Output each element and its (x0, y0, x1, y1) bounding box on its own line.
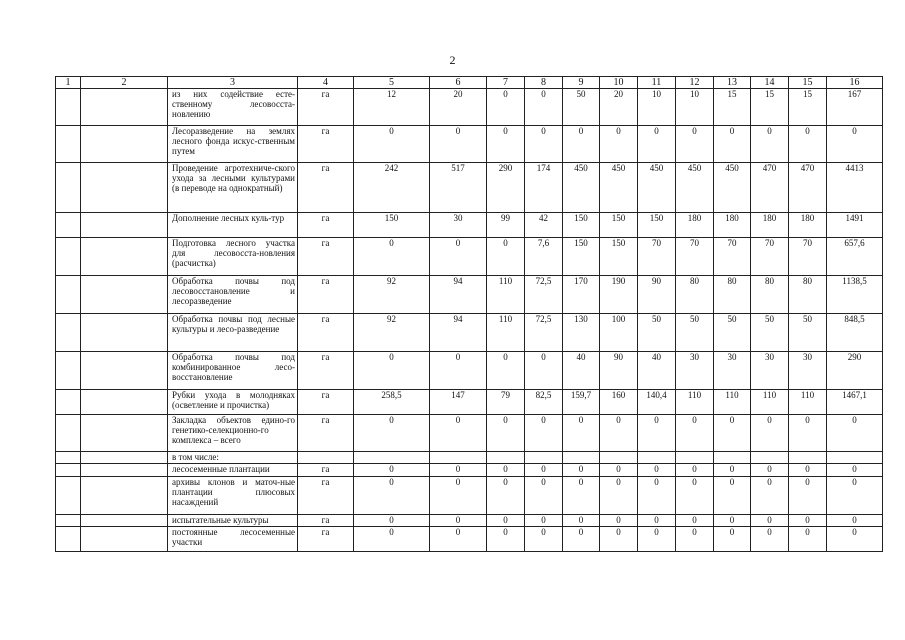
value-cell: 50 (676, 314, 714, 352)
value-cell: 150 (563, 213, 600, 238)
value-cell: 150 (354, 213, 430, 238)
value-cell: 180 (751, 213, 789, 238)
value-cell: 130 (563, 314, 600, 352)
table-row (56, 477, 883, 515)
value-cell: 258,5 (354, 390, 430, 415)
column-number-cell: 12 (676, 77, 714, 89)
value-cell: 470 (751, 163, 789, 213)
table-row (56, 163, 883, 213)
value-cell: 94 (430, 276, 487, 314)
value-cell: 0 (751, 527, 789, 552)
category-cell (81, 213, 168, 238)
column-number-cell: 9 (563, 77, 600, 89)
category-cell (81, 238, 168, 276)
unit-cell: га (298, 314, 354, 352)
activity-name-cell: Обработка почвы под комбинированное лесо-восстановление (168, 352, 298, 390)
value-cell: 99 (487, 213, 525, 238)
unit-cell: га (298, 390, 354, 415)
value-cell: 15 (714, 89, 751, 126)
unit-cell: га (298, 163, 354, 213)
value-cell: 0 (638, 126, 676, 163)
value-cell: 0 (430, 515, 487, 527)
value-cell: 180 (789, 213, 827, 238)
value-cell: 0 (430, 464, 487, 477)
value-cell: 0 (638, 464, 676, 477)
value-cell: 0 (676, 415, 714, 452)
value-cell: 0 (827, 515, 883, 527)
column-number-cell: 5 (354, 77, 430, 89)
activity-name-cell: Рубки ухода в молодняках (осветление и прочистка) (168, 390, 298, 415)
value-cell: 72,5 (525, 276, 563, 314)
value-cell: 70 (676, 238, 714, 276)
value-cell: 242 (354, 163, 430, 213)
value-cell: 92 (354, 276, 430, 314)
value-cell: 0 (487, 126, 525, 163)
value-cell: 0 (487, 89, 525, 126)
row-number-cell (56, 464, 81, 477)
activity-name-cell: в том числе: (168, 452, 298, 464)
value-cell: 450 (676, 163, 714, 213)
value-cell: 0 (487, 238, 525, 276)
value-cell: 0 (638, 477, 676, 515)
value-cell: 0 (600, 515, 638, 527)
row-number-cell (56, 452, 81, 464)
value-cell: 0 (563, 415, 600, 452)
value-cell: 92 (354, 314, 430, 352)
value-cell: 4413 (827, 163, 883, 213)
category-cell (81, 390, 168, 415)
value-cell: 0 (827, 527, 883, 552)
value-cell: 15 (789, 89, 827, 126)
activity-name-cell: архивы клонов и маточ-ные плантации плюсовых насаждений (168, 477, 298, 515)
category-cell (81, 89, 168, 126)
unit-cell: га (298, 126, 354, 163)
value-cell: 50 (789, 314, 827, 352)
table-row (56, 415, 883, 452)
value-cell: 0 (827, 126, 883, 163)
value-cell: 0 (638, 527, 676, 552)
value-cell: 0 (487, 527, 525, 552)
value-cell: 0 (525, 527, 563, 552)
value-cell: 0 (751, 126, 789, 163)
value-cell: 0 (789, 464, 827, 477)
column-number-cell: 11 (638, 77, 676, 89)
row-number-cell (56, 415, 81, 452)
value-cell: 40 (638, 352, 676, 390)
value-cell: 160 (600, 390, 638, 415)
value-cell: 0 (487, 464, 525, 477)
value-cell: 0 (430, 415, 487, 452)
activity-name-cell: Обработка почвы под лесовосстановление и лесоразведение (168, 276, 298, 314)
value-cell: 1138,5 (827, 276, 883, 314)
value-cell: 150 (638, 213, 676, 238)
value-cell: 0 (430, 352, 487, 390)
column-number-cell: 14 (751, 77, 789, 89)
value-cell: 72,5 (525, 314, 563, 352)
category-cell (81, 452, 168, 464)
value-cell: 20 (600, 89, 638, 126)
unit-cell: га (298, 213, 354, 238)
unit-cell: га (298, 464, 354, 477)
value-cell: 0 (638, 415, 676, 452)
column-number-cell: 3 (168, 77, 298, 89)
value-cell: 0 (714, 126, 751, 163)
value-cell: 20 (430, 89, 487, 126)
value-cell: 30 (430, 213, 487, 238)
unit-cell: га (298, 89, 354, 126)
category-cell (81, 163, 168, 213)
row-number-cell (56, 213, 81, 238)
value-cell: 0 (600, 415, 638, 452)
value-cell: 0 (525, 477, 563, 515)
activity-name-cell: Проведение агротехниче-ского ухода за лесными культурами (в переводе на однократный) (168, 163, 298, 213)
value-cell: 180 (714, 213, 751, 238)
category-cell (81, 276, 168, 314)
value-cell: 0 (751, 464, 789, 477)
category-cell (81, 515, 168, 527)
value-cell (525, 452, 563, 464)
unit-cell: га (298, 352, 354, 390)
value-cell (751, 452, 789, 464)
value-cell: 0 (638, 515, 676, 527)
table-row (56, 314, 883, 352)
value-cell: 94 (430, 314, 487, 352)
activity-name-cell: постоянные лесосеменные участки (168, 527, 298, 552)
value-cell: 147 (430, 390, 487, 415)
value-cell: 150 (600, 213, 638, 238)
value-cell: 10 (638, 89, 676, 126)
value-cell: 80 (751, 276, 789, 314)
unit-cell: га (298, 238, 354, 276)
column-number-cell: 2 (81, 77, 168, 89)
value-cell: 0 (430, 527, 487, 552)
value-cell: 0 (563, 477, 600, 515)
value-cell: 159,7 (563, 390, 600, 415)
value-cell: 290 (487, 163, 525, 213)
value-cell: 30 (676, 352, 714, 390)
value-cell: 0 (789, 415, 827, 452)
activity-name-cell: лесосеменные плантации (168, 464, 298, 477)
row-number-cell (56, 276, 81, 314)
unit-cell: га (298, 527, 354, 552)
value-cell: 0 (751, 415, 789, 452)
activity-name-cell: Лесоразведение на землях лесного фонда искус-ственным путем (168, 126, 298, 163)
value-cell: 0 (789, 527, 827, 552)
value-cell: 0 (827, 415, 883, 452)
column-number-cell: 10 (600, 77, 638, 89)
unit-cell: га (298, 415, 354, 452)
table-row (56, 238, 883, 276)
activity-name-cell: Дополнение лесных куль-тур (168, 213, 298, 238)
value-cell: 0 (714, 464, 751, 477)
value-cell: 0 (789, 126, 827, 163)
value-cell: 0 (827, 477, 883, 515)
value-cell: 30 (789, 352, 827, 390)
column-number-cell: 4 (298, 77, 354, 89)
activity-name-cell: Закладка объектов едино-го генетико-селекционно-го комплекса – всего (168, 415, 298, 452)
activity-name-cell: Подготовка лесного участка для лесовосста-новления (расчистка) (168, 238, 298, 276)
value-cell: 0 (676, 477, 714, 515)
value-cell: 0 (600, 527, 638, 552)
table-row (56, 452, 883, 464)
value-cell: 0 (600, 477, 638, 515)
value-cell: 42 (525, 213, 563, 238)
value-cell: 0 (525, 464, 563, 477)
value-cell: 470 (789, 163, 827, 213)
value-cell: 0 (600, 464, 638, 477)
value-cell: 174 (525, 163, 563, 213)
forestry-plan-table (55, 76, 883, 552)
value-cell (827, 452, 883, 464)
value-cell: 1491 (827, 213, 883, 238)
value-cell: 0 (676, 464, 714, 477)
value-cell: 30 (751, 352, 789, 390)
value-cell: 0 (487, 415, 525, 452)
value-cell: 0 (430, 238, 487, 276)
category-cell (81, 464, 168, 477)
value-cell (676, 452, 714, 464)
table-row (56, 527, 883, 552)
value-cell: 70 (789, 238, 827, 276)
value-cell: 657,6 (827, 238, 883, 276)
row-number-cell (56, 314, 81, 352)
value-cell: 848,5 (827, 314, 883, 352)
column-number-cell: 13 (714, 77, 751, 89)
row-number-cell (56, 238, 81, 276)
value-cell: 1467,1 (827, 390, 883, 415)
value-cell: 82,5 (525, 390, 563, 415)
table-row (56, 352, 883, 390)
value-cell: 0 (789, 515, 827, 527)
value-cell: 0 (525, 515, 563, 527)
value-cell: 0 (354, 464, 430, 477)
category-cell (81, 314, 168, 352)
value-cell: 110 (789, 390, 827, 415)
category-cell (81, 527, 168, 552)
value-cell: 0 (525, 352, 563, 390)
value-cell: 0 (525, 415, 563, 452)
value-cell: 110 (676, 390, 714, 415)
value-cell: 190 (600, 276, 638, 314)
table-row (56, 276, 883, 314)
table-row (56, 126, 883, 163)
page-number: 2 (449, 53, 456, 67)
value-cell: 30 (714, 352, 751, 390)
unit-cell (298, 452, 354, 464)
value-cell: 110 (487, 276, 525, 314)
activity-name-cell: Обработка почвы под лесные культуры и лесо-разведение (168, 314, 298, 352)
column-number-cell: 16 (827, 77, 883, 89)
value-cell: 180 (676, 213, 714, 238)
value-cell: 0 (525, 89, 563, 126)
value-cell: 0 (676, 515, 714, 527)
value-cell: 70 (638, 238, 676, 276)
value-cell: 50 (751, 314, 789, 352)
value-cell: 0 (714, 477, 751, 515)
row-number-cell (56, 352, 81, 390)
value-cell: 0 (354, 527, 430, 552)
row-number-cell (56, 126, 81, 163)
value-cell (430, 452, 487, 464)
unit-cell: га (298, 276, 354, 314)
value-cell: 110 (714, 390, 751, 415)
value-cell: 0 (676, 527, 714, 552)
value-cell (714, 452, 751, 464)
value-cell: 150 (600, 238, 638, 276)
value-cell (487, 452, 525, 464)
value-cell: 90 (600, 352, 638, 390)
value-cell: 110 (751, 390, 789, 415)
value-cell: 80 (789, 276, 827, 314)
column-number-cell: 1 (56, 77, 81, 89)
value-cell (354, 452, 430, 464)
value-cell: 0 (714, 527, 751, 552)
value-cell: 140,4 (638, 390, 676, 415)
value-cell: 0 (751, 477, 789, 515)
value-cell: 0 (563, 126, 600, 163)
activity-name-cell: из них содействие есте-ственному лесовосста-новлению (168, 89, 298, 126)
value-cell: 290 (827, 352, 883, 390)
value-cell: 0 (487, 477, 525, 515)
value-cell: 0 (430, 126, 487, 163)
value-cell (600, 452, 638, 464)
value-cell (638, 452, 676, 464)
value-cell: 0 (354, 515, 430, 527)
column-number-cell: 7 (487, 77, 525, 89)
value-cell: 7,6 (525, 238, 563, 276)
value-cell: 0 (354, 477, 430, 515)
unit-cell: га (298, 477, 354, 515)
value-cell: 0 (354, 126, 430, 163)
value-cell: 70 (751, 238, 789, 276)
table-row (56, 89, 883, 126)
category-cell (81, 415, 168, 452)
value-cell: 12 (354, 89, 430, 126)
unit-cell: га (298, 515, 354, 527)
value-cell: 0 (563, 464, 600, 477)
value-cell: 79 (487, 390, 525, 415)
value-cell: 450 (714, 163, 751, 213)
value-cell: 100 (600, 314, 638, 352)
value-cell: 40 (563, 352, 600, 390)
value-cell: 50 (563, 89, 600, 126)
value-cell: 110 (487, 314, 525, 352)
value-cell: 0 (600, 126, 638, 163)
column-number-cell: 8 (525, 77, 563, 89)
value-cell: 170 (563, 276, 600, 314)
value-cell: 0 (714, 515, 751, 527)
value-cell: 80 (676, 276, 714, 314)
value-cell: 0 (827, 464, 883, 477)
value-cell: 450 (638, 163, 676, 213)
column-number-cell: 6 (430, 77, 487, 89)
value-cell: 70 (714, 238, 751, 276)
value-cell: 150 (563, 238, 600, 276)
value-cell: 450 (600, 163, 638, 213)
value-cell: 50 (714, 314, 751, 352)
value-cell: 0 (789, 477, 827, 515)
value-cell: 0 (751, 515, 789, 527)
value-cell: 517 (430, 163, 487, 213)
value-cell: 0 (430, 477, 487, 515)
value-cell: 167 (827, 89, 883, 126)
value-cell: 0 (525, 126, 563, 163)
value-cell: 0 (714, 415, 751, 452)
value-cell: 0 (487, 352, 525, 390)
value-cell: 0 (487, 515, 525, 527)
value-cell (563, 452, 600, 464)
table-row (56, 390, 883, 415)
value-cell: 10 (676, 89, 714, 126)
value-cell: 50 (638, 314, 676, 352)
column-number-header (56, 77, 883, 89)
value-cell: 0 (354, 238, 430, 276)
table-row (56, 464, 883, 477)
value-cell (789, 452, 827, 464)
category-cell (81, 477, 168, 515)
row-number-cell (56, 527, 81, 552)
value-cell: 0 (354, 352, 430, 390)
value-cell: 0 (563, 515, 600, 527)
row-number-cell (56, 477, 81, 515)
category-cell (81, 126, 168, 163)
table-row (56, 515, 883, 527)
value-cell: 450 (563, 163, 600, 213)
value-cell: 0 (354, 415, 430, 452)
table-body (56, 77, 883, 552)
row-number-cell (56, 390, 81, 415)
row-number-cell (56, 515, 81, 527)
value-cell: 15 (751, 89, 789, 126)
value-cell: 80 (714, 276, 751, 314)
column-number-cell: 15 (789, 77, 827, 89)
value-cell: 0 (676, 126, 714, 163)
value-cell: 0 (563, 527, 600, 552)
value-cell: 90 (638, 276, 676, 314)
table-row (56, 213, 883, 238)
row-number-cell (56, 163, 81, 213)
activity-name-cell: испытательные культуры (168, 515, 298, 527)
category-cell (81, 352, 168, 390)
row-number-cell (56, 89, 81, 126)
